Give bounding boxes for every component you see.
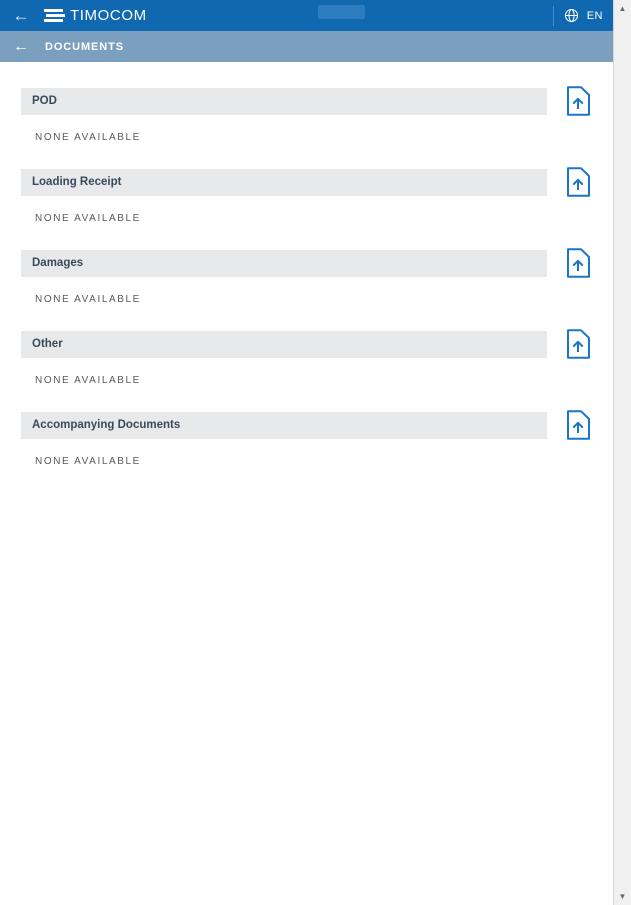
section-header-row [0,408,613,442]
section-title: Loading Receipt [21,169,547,196]
section-title: Other [21,331,547,358]
document-section-damages [0,224,613,305]
empty-state-text: NONE AVAILABLE [35,213,141,224]
file-upload-icon[interactable] [561,246,595,280]
brand-name: TIMOCOM [70,7,147,24]
document-section-accompanying-documents [0,386,613,467]
brand-logo [44,7,147,24]
document-section-pod [0,62,613,143]
language-selector[interactable]: EN [586,9,603,22]
file-upload-icon[interactable] [561,327,595,361]
loading-placeholder [318,5,365,19]
section-title: Damages [21,250,547,277]
empty-state-text: NONE AVAILABLE [35,456,141,467]
back-arrow-icon[interactable]: ← [12,6,30,25]
document-section-loading-receipt [0,143,613,224]
file-upload-icon[interactable] [561,408,595,442]
section-title: Accompanying Documents [21,412,547,439]
empty-state-text: NONE AVAILABLE [35,294,141,305]
divider [553,6,554,26]
section-header-row [0,246,613,280]
timocom-mark-icon [44,9,63,22]
vertical-scrollbar[interactable] [613,0,631,905]
subheader-back-arrow-icon[interactable]: ← [13,37,29,55]
section-header-row [0,165,613,199]
page-title: DOCUMENTS [45,40,124,53]
sub-header [0,31,613,62]
file-upload-icon[interactable] [561,165,595,199]
scroll-down-arrow-icon[interactable]: ▼ [618,892,627,901]
file-upload-icon[interactable] [561,84,595,118]
document-section-other [0,305,613,386]
section-header-row [0,327,613,361]
top-bar-right [553,0,603,31]
section-header-row [0,84,613,118]
documents-list [0,62,613,905]
globe-icon[interactable] [564,8,579,23]
empty-state-text: NONE AVAILABLE [35,132,141,143]
scroll-up-arrow-icon[interactable]: ▲ [618,4,627,13]
top-bar [0,0,613,31]
empty-state-text: NONE AVAILABLE [35,375,141,386]
section-title: POD [21,88,547,115]
